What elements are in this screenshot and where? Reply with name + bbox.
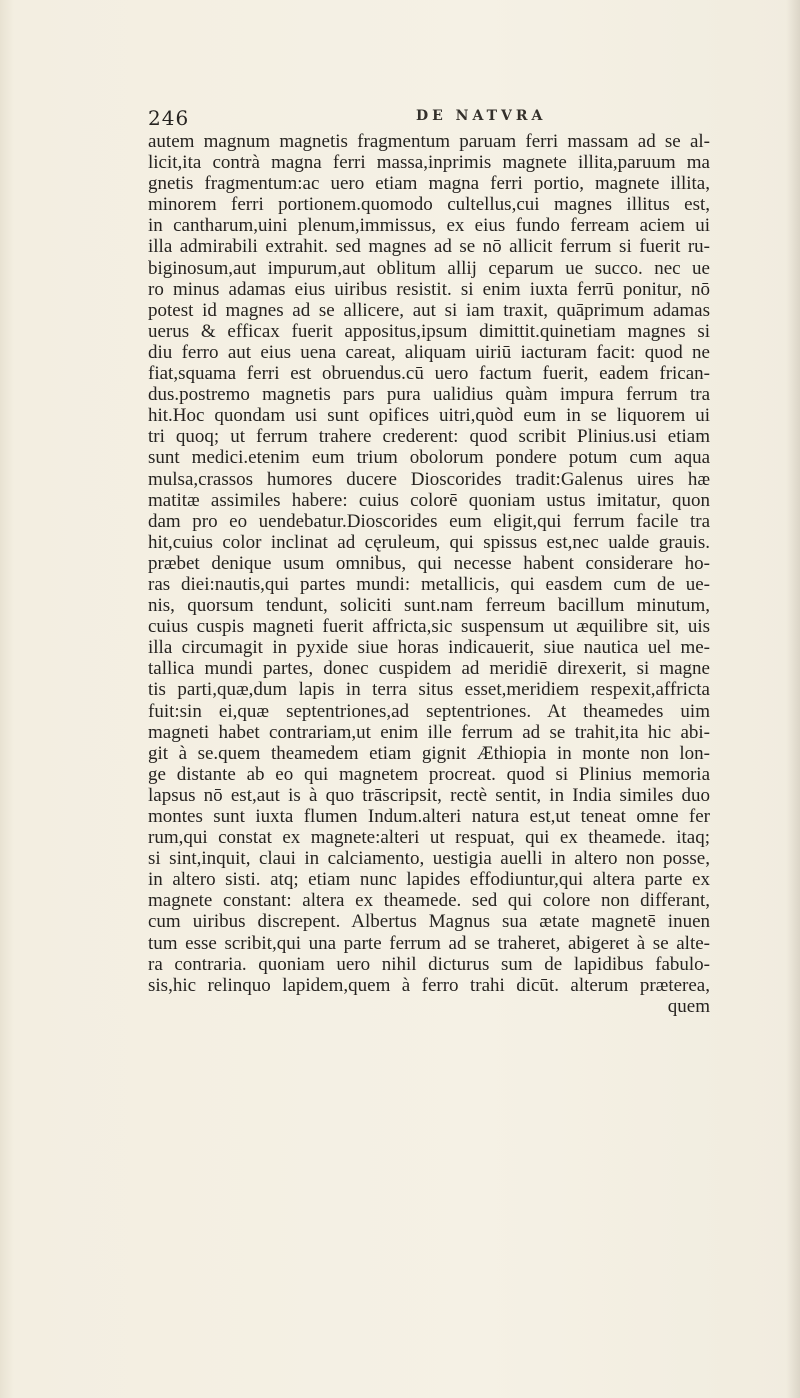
text-line: præbet denique usum omnibus, qui necesse habent considerare ho- xyxy=(148,552,710,574)
text-line: tri quoq; ut ferrum trahere crederent: quod scribit Plinius.usi etiam xyxy=(148,426,710,448)
text-line: ra contraria. quoniam uero nihil dicturus sum de lapidibus fabulo- xyxy=(148,953,710,975)
text-line: minorem ferri portionem.quomodo cultellus,cui magnes illitus est, xyxy=(148,194,710,216)
text-line: fuit:sin ei,quæ septentriones,ad septentriones. At theamedes uim xyxy=(148,700,710,722)
text-line: lapsus nō est,aut is à quo trāscripsit, rectè sentit, in India similes duo xyxy=(148,784,710,806)
body-text xyxy=(148,131,710,1017)
running-head: DE NATVRA xyxy=(416,108,547,124)
text-line: sis,hic relinquo lapidem,quem à ferro trahi dicūt. alterum præterea, xyxy=(148,974,710,996)
page-header xyxy=(148,106,708,134)
page-edge-shadow xyxy=(786,0,800,1398)
text-line: sunt medici.etenim eum trium obolorum pondere potum cum aqua xyxy=(148,447,710,469)
text-line: matitæ assimiles habere: cuius colorē quoniam ustus imitatur, quon xyxy=(148,489,710,511)
text-line: illa admirabili extrahit. sed magnes ad se nō allicit ferrum si fuerit ru- xyxy=(148,236,710,258)
text-line: tis parti,quæ,dum lapis in terra situs esset,meridiem respexit,affricta xyxy=(148,679,710,701)
text-line: tum esse scribit,qui una parte ferrum ad se traheret, abigeret à se alte- xyxy=(148,932,710,954)
text-line: illa circumagit in pyxide siue horas indicauerit, siue nautica uel me- xyxy=(148,637,710,659)
text-line: montes sunt iuxta flumen Indum.alteri natura est,ut teneat omne fer xyxy=(148,806,710,827)
text-line: biginosum,aut impurum,aut oblitum allij ceparum ue succo. nec ue xyxy=(148,257,710,279)
text-line: rum,qui constat ex magnete:alteri ut respuat, qui ex theamede. itaq; xyxy=(148,827,710,849)
text-line: in altero sisti. atq; etiam nunc lapides effodiuntur,qui altera parte ex xyxy=(148,869,710,891)
text-line: tallica mundi partes, donec cuspidem ad meridiē direxerit, si magne xyxy=(148,658,710,680)
text-line: potest id magnes ad se allicere, aut si iam traxit, quāprimum adamas xyxy=(148,299,710,321)
text-line: hit.Hoc quondam usi sunt opifices uitri,quòd eum in se liquorem ui xyxy=(148,405,710,427)
text-line: cuius cuspis magneti fuerit affricta,sic suspensum ut æquilibre sit, uis xyxy=(148,616,710,638)
text-line: licit,ita contrà magna ferri massa,inprimis magnete illita,paruum ma xyxy=(148,152,710,174)
text-line: si sint,inquit, claui in calciamento, uestigia auelli in altero non posse, xyxy=(148,848,710,870)
text-line: nis, quorsum tendunt, soliciti sunt.nam ferreum bacillum minutum, xyxy=(148,595,710,617)
text-line: fiat,squama ferri est obruendus.cū uero factum fuerit, eadem frican- xyxy=(148,363,710,385)
text-line: ro minus adamas eius uiribus resistit. si enim iuxta ferrū ponitur, nō xyxy=(148,278,710,300)
text-line: dus.postremo magnetis pars pura ualidius quàm impura ferrum tra xyxy=(148,384,710,406)
text-line: ras diei:nautis,qui partes mundi: metallicis, qui easdem cum de ue- xyxy=(148,573,710,595)
text-line: autem magnum magnetis fragmentum paruam ferri massam ad se al- xyxy=(148,131,710,152)
text-line: in cantharum,uini plenum,immissus, ex eius fundo ferream aciem ui xyxy=(148,215,710,237)
text-line: dam pro eo uendebatur.Dioscorides eum eligit,qui ferrum facile tra xyxy=(148,510,710,532)
text-line: mulsa,crassos humores ducere Dioscorides tradit:Galenus uires hæ xyxy=(148,468,710,490)
text-line: uerus & efficax fuerit appositus,ipsum dimittit.quinetiam magnes si xyxy=(148,320,710,342)
text-line: cum uiribus discrepent. Albertus Magnus sua ætate magnetē inuen xyxy=(148,911,710,933)
text-line: gnetis fragmentum:ac uero etiam magna ferri portio, magnete illita, xyxy=(148,173,710,195)
text-line: magnete constant: altera ex theamede. sed qui colore non differant, xyxy=(148,890,710,912)
text-line: hit,cuius color inclinat ad cęruleum, qui spissus est,nec ualde grauis. xyxy=(148,531,710,553)
text-line: git à se.quem theamedem etiam gignit Æthiopia in monte non lon- xyxy=(148,742,710,764)
page-number: 246 xyxy=(148,106,190,130)
text-line: magneti habet contrariam,ut enim ille ferrum ad se trahit,ita hic abi- xyxy=(148,721,710,743)
text-line: quem xyxy=(667,995,710,1017)
text-line: ge distante ab eo qui magnetem procreat. quod si Plinius memoria xyxy=(148,763,710,785)
text-line: diu ferro aut eius uena careat, aliquam uiriū iacturam facit: quod ne xyxy=(148,341,710,363)
